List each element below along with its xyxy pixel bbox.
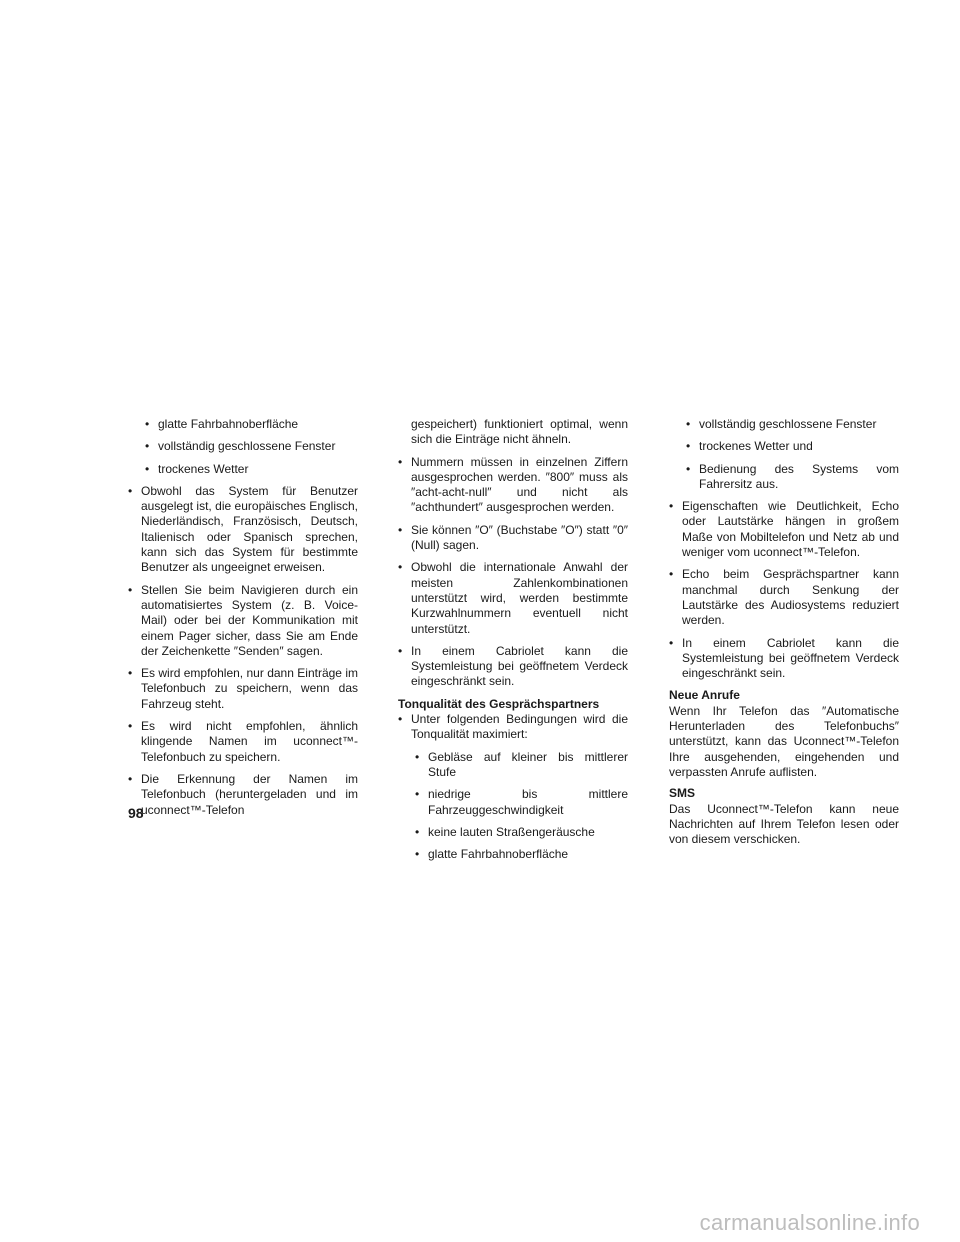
sub-bullet-item: • vollständig geschlossene Fenster xyxy=(669,417,899,432)
watermark: carmanualsonline.info xyxy=(699,1210,920,1235)
section-heading-sms: SMS xyxy=(669,786,696,801)
continued-text: gespeichert) funktioniert optimal, wenn sich die Einträge nicht ähneln. xyxy=(411,417,628,447)
bullet-item: • Obwohl das System für Benutzer ausgelegt ist, die europäisches Englisch, Niederländisch, Französisch, Deutsch, Italienisch oder Spanisch sprechen, kann sich das System für bestimmte Benutzer als ungeeignet erweisen. xyxy=(128,484,358,576)
bullet-item: • Unter folgenden Bedingungen wird die Tonqualität maximiert: xyxy=(398,712,628,743)
section-heading-tonqualitaet: Tonqualität des Gesprächspartners xyxy=(398,696,600,711)
sub-bullet-item: • glatte Fahrbahnoberfläche xyxy=(128,417,358,432)
sub-bullet-item: • Bedienung des Systems vom Fahrersitz aus. xyxy=(669,462,899,493)
paragraph-neue-anrufe: Wenn Ihr Telefon das ″Automatische Herunterladen des Telefonbuchs″ unterstützt, kann das Uconnect™-Telefon Ihre ausgehenden, eingehenden und verpassten Anrufe auflisten. xyxy=(669,703,899,779)
column-3 xyxy=(669,417,899,853)
page-number: 98 xyxy=(128,805,144,821)
sub-bullet-item: • keine lauten Straßengeräusche xyxy=(398,825,628,840)
paragraph-sms: Das Uconnect™-Telefon kann neue Nachrichten auf Ihrem Telefon lesen oder von diesem verschicken. xyxy=(669,801,899,847)
section-heading-neue-anrufe: Neue Anrufe xyxy=(669,688,740,703)
sub-bullet-item: • niedrige bis mittlere Fahrzeuggeschwindigkeit xyxy=(398,787,628,818)
bullet-item: • Obwohl die internationale Anwahl der meisten Zahlenkombinationen unterstützt wird, werden bestimmte Kurzwahlnummern eventuell nicht unterstützt. xyxy=(398,560,628,636)
column-1 xyxy=(128,417,358,825)
bullet-item: • Stellen Sie beim Navigieren durch ein automatisiertes System (z. B. Voice-Mail) oder bei der Kommunikation mit einem Pager sicher, dass Sie am Ende der Zeichenkette ″Senden″ sagen. xyxy=(128,583,358,659)
sub-bullet-item: • glatte Fahrbahnoberfläche xyxy=(398,847,628,862)
sub-bullet-item: • vollständig geschlossene Fenster xyxy=(128,439,358,454)
bullet-item: • In einem Cabriolet kann die Systemleistung bei geöffnetem Verdeck eingeschränkt sein. xyxy=(398,644,628,690)
sub-bullet-item: • Gebläse auf kleiner bis mittlerer Stufe xyxy=(398,750,628,781)
bullet-item: • Sie können ″O″ (Buchstabe ″O″) statt ″0″ (Null) sagen. xyxy=(398,523,628,554)
sub-bullet-item: • trockenes Wetter und xyxy=(669,439,899,454)
sub-bullet-item: • trockenes Wetter xyxy=(128,462,358,477)
bullet-item: • Eigenschaften wie Deutlichkeit, Echo oder Lautstärke hängen in großem Maße von Mobiltelefon und Netz ab und weniger vom uconnect™-Telefon. xyxy=(669,499,899,560)
bullet-item: • Es wird nicht empfohlen, ähnlich klingende Namen im uconnect™-Telefonbuch zu speichern. xyxy=(128,719,358,765)
bullet-item: • Es wird empfohlen, nur dann Einträge im Telefonbuch zu speichern, wenn das Fahrzeug steht. xyxy=(128,666,358,712)
bullet-item: • Echo beim Gesprächspartner kann manchmal durch Senkung der Lautstärke des Audiosystems reduziert werden. xyxy=(669,567,899,628)
bullet-item: • Die Erkennung der Namen im Telefonbuch (heruntergeladen und im uconnect™-Telefon xyxy=(128,772,358,818)
bullet-item: • Nummern müssen in einzelnen Ziffern ausgesprochen werden. ″800″ muss als ″acht-acht-null″ und nicht als ″achthundert″ ausgesprochen werden. xyxy=(398,455,628,516)
column-2 xyxy=(398,417,628,869)
bullet-item: • In einem Cabriolet kann die Systemleistung bei geöffnetem Verdeck eingeschränkt sein. xyxy=(669,636,899,682)
